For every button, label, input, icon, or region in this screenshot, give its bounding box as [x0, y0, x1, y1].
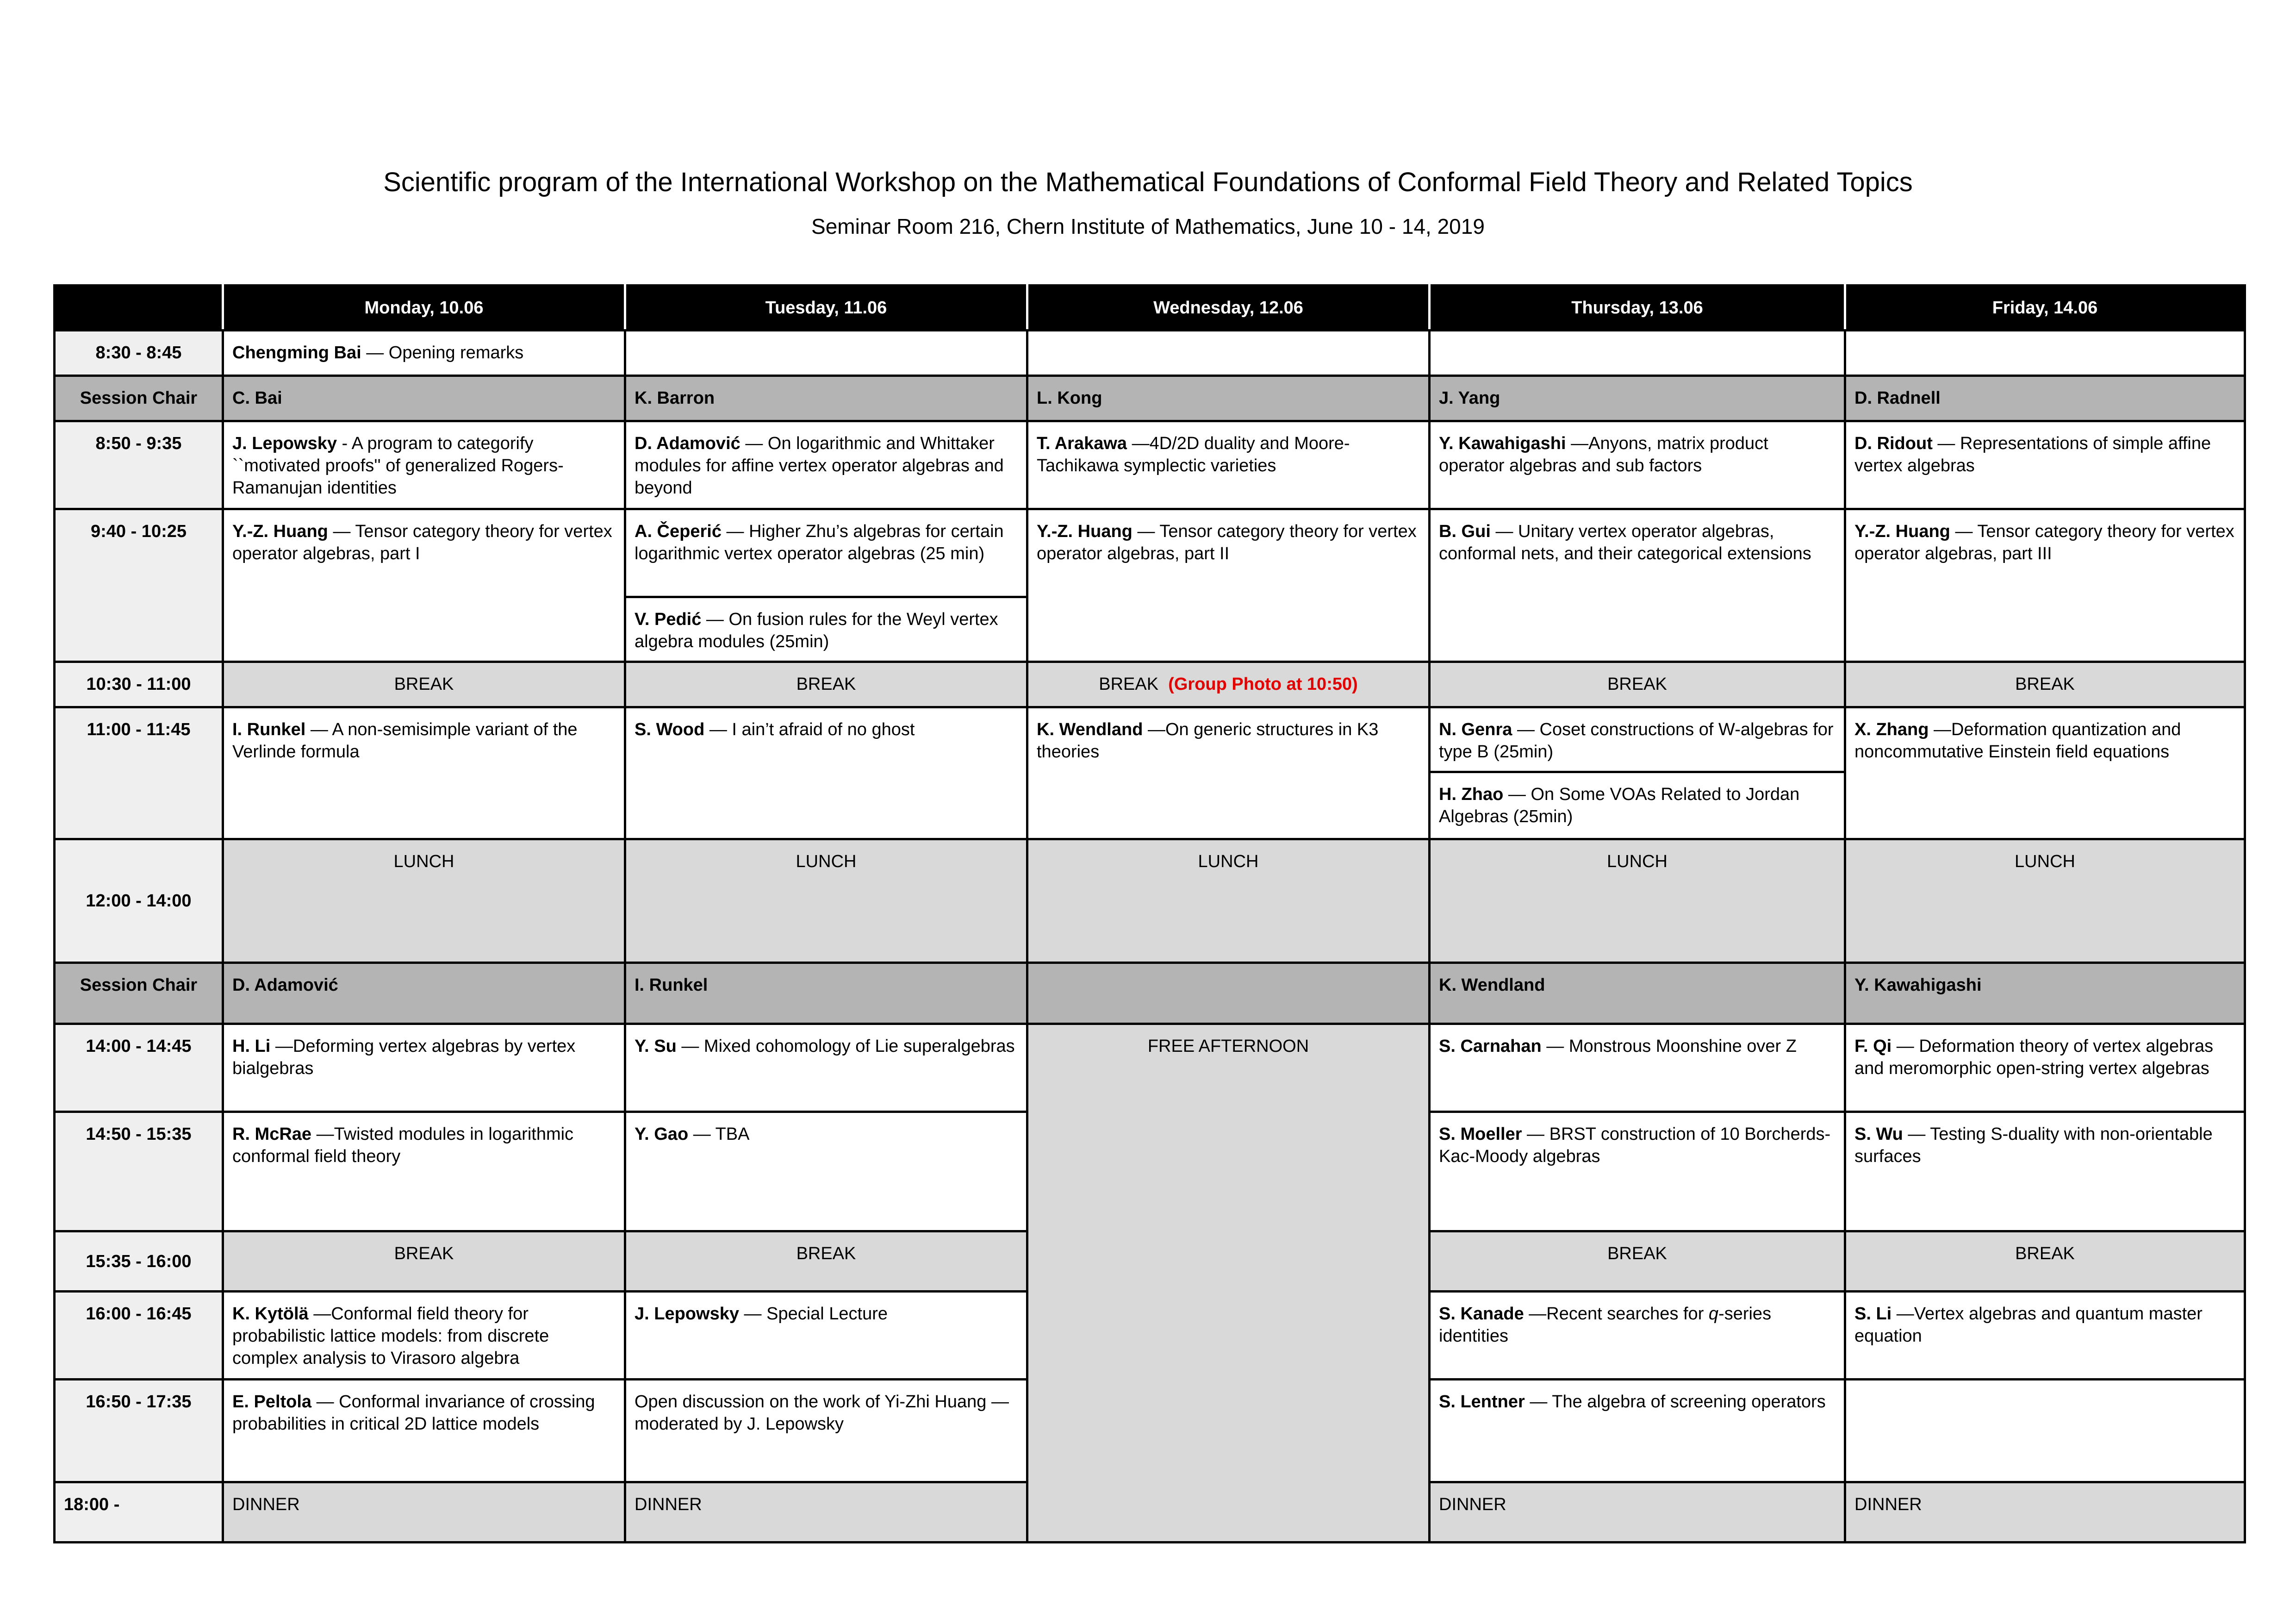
speaker-name: S. Carnahan	[1439, 1037, 1542, 1056]
talk-title: —On generic structures in K3 theories	[1037, 720, 1379, 762]
talk-title: — Monstrous Moonshine over Z	[1541, 1037, 1797, 1056]
break-cell: BREAK	[1430, 662, 1845, 707]
time-slot: 11:00 - 11:45	[55, 707, 223, 839]
speaker-name: Y.-Z. Huang	[1037, 522, 1132, 541]
talk-title: — Testing S-duality with non-orientable surfaces	[1854, 1124, 2213, 1166]
talk-cell	[1430, 1292, 1845, 1380]
talk-cell	[1430, 509, 1845, 662]
lunch-cell: LUNCH	[1430, 839, 1845, 963]
session-chair-label: Session Chair	[55, 376, 223, 421]
session-chair-label: Session Chair	[55, 963, 223, 1024]
lunch-cell: LUNCH	[625, 839, 1027, 963]
break-cell: BREAK	[625, 1231, 1027, 1292]
time-slot: 8:30 - 8:45	[55, 331, 223, 376]
talk-cell	[1845, 1292, 2245, 1380]
talk-title: — Coset constructions of W-algebras for type B (25min)	[1439, 720, 1834, 762]
time-slot: 16:50 - 17:35	[55, 1380, 223, 1482]
speaker-name: A. Čeperić	[635, 522, 722, 541]
lunch-cell: LUNCH	[1027, 839, 1430, 963]
empty-cell	[1845, 331, 2245, 376]
time-slot: 9:40 - 10:25	[55, 509, 223, 662]
speaker-name: S. Kanade	[1439, 1304, 1524, 1324]
speaker-name: D. Ridout	[1854, 434, 1933, 453]
talk-cell	[1027, 707, 1430, 839]
session-chair: Y. Kawahigashi	[1845, 963, 2245, 1024]
page-subtitle: Seminar Room 216, Chern Institute of Mathematics, June 10 - 14, 2019	[811, 214, 1485, 238]
talk-cell	[1845, 707, 2245, 839]
talk-cell	[1845, 509, 2245, 662]
empty-cell	[1027, 331, 1430, 376]
schedule-row	[55, 331, 2245, 376]
talk-cell	[1430, 772, 1845, 839]
talk-title: - A program to categorify ``motivated proofs'' of generalized Rogers-Ramanujan identities	[232, 434, 564, 498]
break-label: BREAK	[1099, 675, 1159, 694]
time-slot: 14:50 - 15:35	[55, 1112, 223, 1231]
talk-title: — Conformal invariance of crossing probabilities in critical 2D lattice models	[232, 1392, 595, 1434]
talk-cell	[223, 1380, 625, 1482]
speaker-name: K. Kytölä	[232, 1304, 309, 1324]
schedule-row	[55, 707, 2245, 772]
dinner-cell: DINNER	[1430, 1482, 1845, 1543]
free-afternoon-cell: FREE AFTERNOON	[1027, 1024, 1430, 1543]
talk-title: —Twisted modules in logarithmic conformal field theory	[232, 1124, 574, 1166]
talk-cell	[625, 421, 1027, 509]
talk-cell	[1430, 1112, 1845, 1231]
break-cell: BREAK	[625, 662, 1027, 707]
talk-cell	[1430, 707, 1845, 772]
talk-title: — Higher Zhu’s algebras for certain logarithmic vertex operator algebras (25 min)	[635, 522, 1004, 563]
talk-title: —Anyons, matrix product operator algebras and sub factors	[1439, 434, 1768, 475]
header-corner	[55, 286, 223, 331]
speaker-name: J. Lepowsky	[635, 1304, 739, 1324]
speaker-name: Y. Gao	[635, 1124, 689, 1144]
speaker-name: I. Runkel	[232, 720, 306, 739]
speaker-name: N. Genra	[1439, 720, 1512, 739]
session-chair-row	[55, 376, 2245, 421]
talk-cell	[1845, 1112, 2245, 1231]
time-slot: 10:30 - 11:00	[55, 662, 223, 707]
session-chair: D. Radnell	[1845, 376, 2245, 421]
time-slot: 8:50 - 9:35	[55, 421, 223, 509]
speaker-name: E. Peltola	[232, 1392, 312, 1412]
talk-title: — Opening remarks	[361, 343, 524, 362]
talk-cell	[223, 707, 625, 839]
talk-cell	[223, 1112, 625, 1231]
talk-title: — Tensor category theory for vertex operator algebras, part III	[1854, 522, 2234, 563]
talk-cell	[1027, 509, 1430, 662]
lunch-cell: LUNCH	[223, 839, 625, 963]
break-cell	[1027, 662, 1430, 707]
time-slot: 16:00 - 16:45	[55, 1292, 223, 1380]
group-photo-note: (Group Photo at 10:50)	[1168, 675, 1358, 694]
break-cell: BREAK	[1430, 1231, 1845, 1292]
session-chair: L. Kong	[1027, 376, 1430, 421]
speaker-name: S. Li	[1854, 1304, 1892, 1324]
talk-title-end: -series identities	[1439, 1304, 1772, 1346]
speaker-name: S. Wu	[1854, 1124, 1903, 1144]
talk-title: — I ain’t afraid of no ghost	[704, 720, 915, 739]
empty-cell	[1845, 1380, 2245, 1482]
speaker-name: H. Zhao	[1439, 785, 1504, 804]
talk-title: — The algebra of screening operators	[1524, 1392, 1826, 1412]
talk-title: —Vertex algebras and quantum master equation	[1854, 1304, 2203, 1346]
speaker-name: Y. Kawahigashi	[1439, 434, 1566, 453]
break-cell: BREAK	[1845, 662, 2245, 707]
dinner-cell: DINNER	[625, 1482, 1027, 1543]
talk-title: — Tensor category theory for vertex operator algebras, part II	[1037, 522, 1417, 563]
talk-title: —Deforming vertex algebras by vertex bialgebras	[232, 1037, 576, 1078]
speaker-name: F. Qi	[1854, 1037, 1892, 1056]
talk-cell	[625, 1292, 1027, 1380]
session-chair: I. Runkel	[625, 963, 1027, 1024]
talk-title: — Deformation theory of vertex algebras and meromorphic open-string vertex algebras	[1854, 1037, 2214, 1078]
talk-title: — Mixed cohomology of Lie superalgebras	[676, 1037, 1015, 1056]
day-header: Friday, 14.06	[1845, 286, 2245, 331]
schedule-table	[53, 284, 2246, 1543]
speaker-name: J. Lepowsky	[232, 434, 337, 453]
talk-cell	[223, 331, 625, 376]
talk-title: — Representations of simple affine vertex algebras	[1854, 434, 2211, 475]
time-slot: 18:00 -	[55, 1482, 223, 1543]
speaker-name: B. Gui	[1439, 522, 1491, 541]
talk-cell	[1430, 421, 1845, 509]
talk-cell	[625, 597, 1027, 662]
speaker-name: D. Adamović	[635, 434, 740, 453]
talk-title: — On logarithmic and Whittaker modules for affine vertex operator algebras and beyond	[635, 434, 1004, 498]
dinner-cell: DINNER	[1845, 1482, 2245, 1543]
page-title: Scientific program of the International Workshop on the Mathematical Foundations of Conformal Field Theory and Related Topics	[383, 167, 1913, 197]
talk-cell	[625, 509, 1027, 597]
talk-cell	[223, 509, 625, 662]
break-cell: BREAK	[1845, 1231, 2245, 1292]
talk-title: — A non-semisimple variant of the Verlinde formula	[232, 720, 578, 762]
time-slot: 15:35 - 16:00	[55, 1231, 223, 1292]
talk-title: —Conformal field theory for probabilistic lattice models: from discrete complex analysis to Virasoro algebra	[232, 1304, 549, 1368]
speaker-name: V. Pedić	[635, 610, 702, 629]
schedule-row	[55, 1024, 2245, 1112]
talk-title-italic: q	[1708, 1304, 1719, 1324]
day-header: Monday, 10.06	[223, 286, 625, 331]
talk-title: — On fusion rules for the Weyl vertex algebra modules (25min)	[635, 610, 998, 651]
session-chair: K. Wendland	[1430, 963, 1845, 1024]
empty-cell	[625, 331, 1027, 376]
talk-cell: Open discussion on the work of Yi-Zhi Huang — moderated by J. Lepowsky	[625, 1380, 1027, 1482]
talk-title: — TBA	[688, 1124, 750, 1144]
session-chair: D. Adamović	[223, 963, 625, 1024]
break-cell: BREAK	[223, 1231, 625, 1292]
talk-cell	[223, 1292, 625, 1380]
day-header: Tuesday, 11.06	[625, 286, 1027, 331]
talk-cell	[1845, 421, 2245, 509]
empty-cell	[1430, 331, 1845, 376]
speaker-name: Y.-Z. Huang	[232, 522, 328, 541]
speaker-name: S. Lentner	[1439, 1392, 1525, 1412]
time-slot: 14:00 - 14:45	[55, 1024, 223, 1112]
talk-title: —Deformation quantization and noncommutative Einstein field equations	[1854, 720, 2181, 762]
talk-cell	[1027, 421, 1430, 509]
speaker-name: H. Li	[232, 1037, 271, 1056]
talk-cell	[625, 1112, 1027, 1231]
dinner-cell: DINNER	[223, 1482, 625, 1543]
talk-cell	[625, 1024, 1027, 1112]
talk-cell	[1430, 1024, 1845, 1112]
talk-cell	[223, 421, 625, 509]
talk-title: — Special Lecture	[739, 1304, 888, 1324]
lunch-row	[55, 839, 2245, 963]
lunch-cell: LUNCH	[1845, 839, 2245, 963]
speaker-name: T. Arakawa	[1037, 434, 1127, 453]
session-chair	[1027, 963, 1430, 1024]
day-header: Wednesday, 12.06	[1027, 286, 1430, 331]
talk-title: — BRST construction of 10 Borcherds-Kac-Moody algebras	[1439, 1124, 1831, 1166]
header-row	[55, 286, 2245, 331]
session-chair: J. Yang	[1430, 376, 1845, 421]
session-chair: K. Barron	[625, 376, 1027, 421]
speaker-name: Y. Su	[635, 1037, 677, 1056]
talk-cell	[625, 707, 1027, 839]
schedule-row	[55, 509, 2245, 597]
talk-title: —Recent searches for	[1524, 1304, 1709, 1324]
speaker-name: Y.-Z. Huang	[1854, 522, 1950, 541]
speaker-name: Chengming Bai	[232, 343, 361, 362]
talk-title: —4D/2D duality and Moore-Tachikawa symplectic varieties	[1037, 434, 1350, 475]
session-chair-row	[55, 963, 2245, 1024]
speaker-name: K. Wendland	[1037, 720, 1143, 739]
talk-title: — Unitary vertex operator algebras, conformal nets, and their categorical extensions	[1439, 522, 1811, 563]
talk-cell	[223, 1024, 625, 1112]
session-chair: C. Bai	[223, 376, 625, 421]
break-cell: BREAK	[223, 662, 625, 707]
break-row	[55, 662, 2245, 707]
talk-cell	[1845, 1024, 2245, 1112]
time-slot: 12:00 - 14:00	[55, 839, 223, 963]
schedule-row	[55, 421, 2245, 509]
speaker-name: X. Zhang	[1854, 720, 1929, 739]
talk-title: — On Some VOAs Related to Jordan Algebras (25min)	[1439, 785, 1800, 826]
day-header: Thursday, 13.06	[1430, 286, 1845, 331]
speaker-name: R. McRae	[232, 1124, 312, 1144]
speaker-name: S. Wood	[635, 720, 705, 739]
talk-title: — Tensor category theory for vertex operator algebras, part I	[232, 522, 612, 563]
talk-cell	[1430, 1380, 1845, 1482]
speaker-name: S. Moeller	[1439, 1124, 1522, 1144]
